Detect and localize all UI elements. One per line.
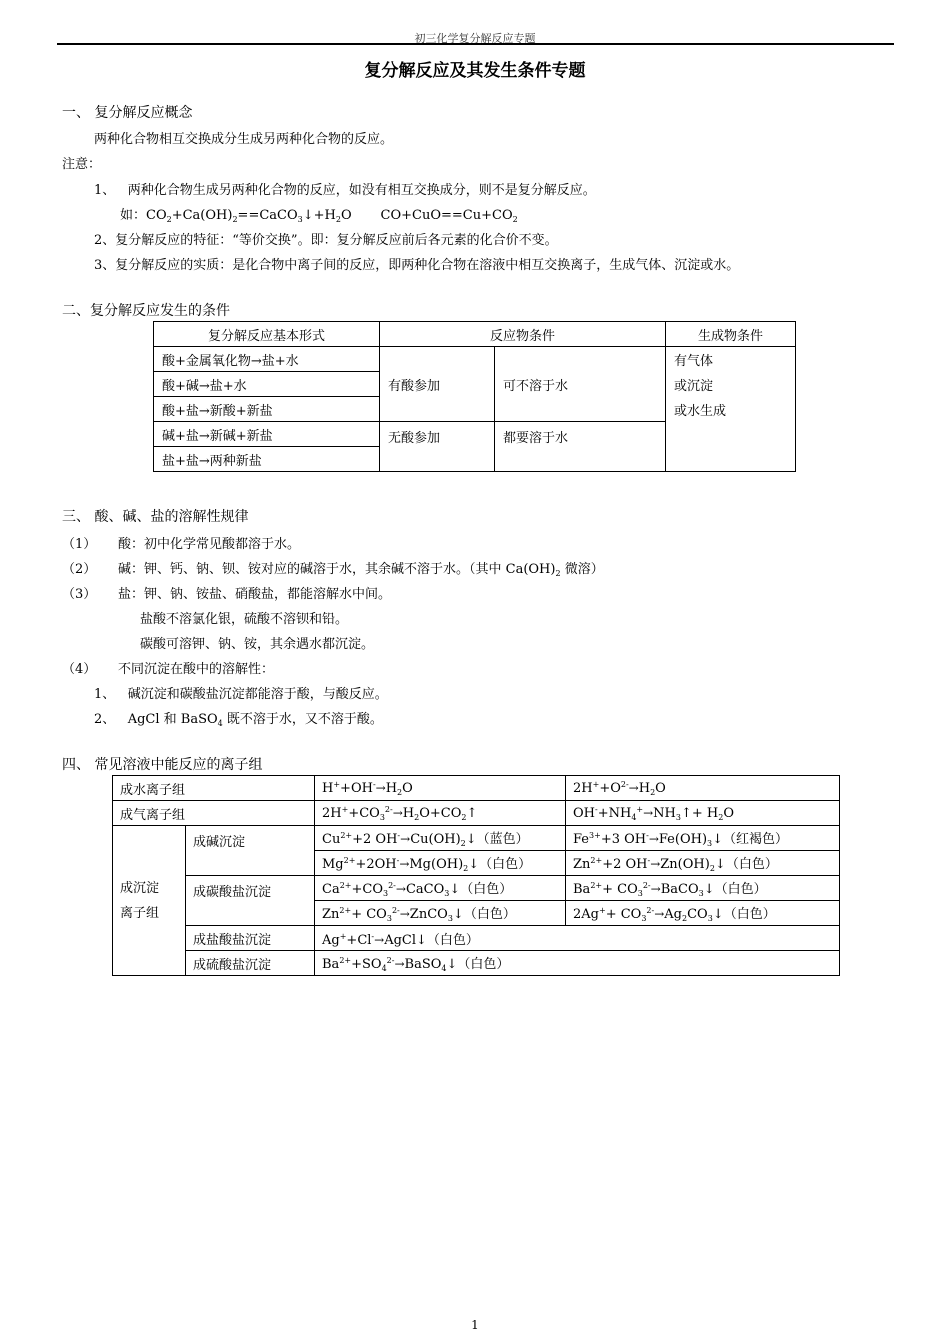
precipitate-group-line-2: 离子组 (120, 905, 160, 921)
color-white: （白色） (426, 932, 479, 948)
cu-hydroxide-eq: $Cu^{2+}+2$ $OH^-\to Cu(OH)_2↓$（蓝色） (315, 826, 566, 851)
section-3-heading: 三、 酸、碱、盐的溶解性规律 (62, 509, 249, 525)
form-salt-salt: 盐+盐→两种新盐 (154, 447, 380, 472)
form-acid-metal-oxide: 酸+金属氧化物→盐+水 (154, 347, 380, 372)
rule-4-2 (94, 708, 383, 728)
color-white: （白色） (463, 907, 516, 922)
note-1-number: 1、 (94, 183, 116, 198)
water-eq-1: $H^++OH^-\to H_2O$ (315, 776, 566, 801)
rule-4-1-text: 碱沉淀和碳酸盐沉淀都能溶于酸，与酸反应。 (127, 687, 388, 702)
color-white: （白色） (479, 857, 532, 872)
rule-3-line-3: 碳酸可溶钾、钠、铵，其余遇水都沉淀。 (140, 637, 375, 652)
definition-text: 两种化合物相互交换成分生成另两种化合物的反应。 (94, 132, 394, 147)
rule-4-1-number: 1、 (94, 687, 116, 702)
section-1-heading: 一、 复分解反应概念 (62, 105, 193, 121)
example-prefix: 如： (120, 208, 147, 223)
form-acid-base: 酸+碱→盐+水 (154, 372, 380, 397)
rule-3-line-2: 盐酸不溶氯化银，硫酸不溶钡和铅。 (140, 612, 349, 627)
header-product-condition: 生成物条件 (666, 322, 796, 347)
color-white: （白色） (460, 882, 513, 897)
ag-carbonate-eq: $2Ag^++ CO_3^{2-}\to Ag_2CO_3↓$（白色） (566, 901, 840, 926)
page-number: 1 (471, 1318, 479, 1332)
rule-3-text: 盐：钾、钠、铵盐、硝酸盐，都能溶解水中间。 (118, 587, 392, 602)
header-rule (57, 43, 894, 45)
conditions-table (153, 321, 796, 472)
sulfate-precipitate-label: 成硫酸盐沉淀 (186, 951, 315, 976)
ag-chloride-eq: Ag++Cl-→AgCl↓（白色） (315, 926, 840, 951)
header-reactant-condition: 反应物条件 (380, 322, 666, 347)
water-group-label: 成水离子组 (113, 776, 315, 801)
product-water: 或水生成 (674, 404, 727, 419)
base-precipitate-label: 成碱沉淀 (186, 826, 315, 876)
acid-present-cell: 有酸参加 (380, 347, 495, 422)
rule-1-text: 酸：初中化学常见酸都溶于水。 (118, 537, 301, 552)
ion-groups-table (112, 775, 840, 976)
color-white: （白色） (457, 957, 510, 972)
no-acid-cell: 无酸参加 (380, 422, 495, 472)
chloride-precipitate-label: 成盐酸盐沉淀 (186, 926, 315, 951)
color-white: （白色） (714, 882, 767, 897)
gas-group-label: 成气离子组 (113, 801, 315, 826)
note-3: 3、复分解反应的实质：是化合物中离子间的反应，即两种化合物在溶液中相互交换离子，生成气体、沉淀或水。 (94, 258, 740, 273)
mg-hydroxide-eq: $Mg^{2+}+2OH^-\to Mg(OH)_2↓$（白色） (315, 851, 566, 876)
gas-eq-1: $2H^++CO_3^{2-}\to H_2O+CO_2↑$ (315, 801, 566, 826)
color-white: （白色） (723, 907, 776, 922)
rule-3-number: （3） (62, 587, 97, 602)
soluble-required-cell: 都要溶于水 (495, 422, 666, 472)
precipitate-group-line-1: 成沉淀 (120, 880, 160, 896)
ca-carbonate-eq: $Ca^{2+}+CO_3^{2-}\to CaCO_3↓$（白色） (315, 876, 566, 901)
section-4-heading: 四、 常见溶液中能反应的离子组 (62, 757, 263, 773)
precipitate-group-label (113, 826, 186, 976)
rule-4-text: 不同沉淀在酸中的溶解性： (118, 662, 275, 677)
rule-4-1 (94, 683, 388, 702)
zn-carbonate-eq: $Zn^{2+}+$ $CO_3^{2-}\to ZnCO_3↓$（白色） (315, 901, 566, 926)
product-condition-cell (666, 347, 796, 472)
rule-2-tail: 微溶） (560, 562, 604, 577)
ba-carbonate-eq: $Ba^{2+}+$ $CO_3^{2-}\to BaCO_3↓$（白色） (566, 876, 840, 901)
fe-hydroxide-eq: $Fe^{3+}+3$ $OH^-\to Fe(OH)_3↓$（红褐色） (566, 826, 840, 851)
note-1-text: 两种化合物生成另两种化合物的反应，如没有相互交换成分，则不是复分解反应。 (127, 183, 596, 198)
note-1 (94, 179, 596, 198)
running-header: 初三化学复分解反应专题 (414, 32, 536, 45)
color-red-brown: （红褐色） (723, 832, 789, 847)
rule-2-subscript: 2 (555, 569, 561, 578)
form-acid-salt: 酸+盐→新酸+新盐 (154, 397, 380, 422)
product-precipitate: 或沉淀 (674, 379, 714, 394)
section-2-heading: 二、复分解反应发生的条件 (62, 303, 230, 319)
rule-4-2-a: AgCl 和 BaSO (127, 712, 218, 727)
carbonate-precipitate-label: 成碳酸盐沉淀 (186, 876, 315, 926)
rule-2-main: 碱：钾、钙、钠、钡、铵对应的碱溶于水，其余碱不溶于水。（其中 Ca(OH) (118, 562, 556, 577)
rule-1-number: （1） (62, 537, 97, 552)
page-title: 复分解反应及其发生条件专题 (364, 61, 586, 81)
color-blue: （蓝色） (476, 832, 529, 847)
rule-4-number: （4） (62, 662, 97, 677)
gas-eq-2: $OH^-+NH_4^+\to NH_3↑+ H_2O$ (566, 801, 840, 826)
ba-sulfate-eq: $Ba^{2+}+SO_4^{2-}\to BaSO_4↓$（白色） (315, 951, 840, 976)
color-white: （白色） (725, 857, 778, 872)
water-eq-2: $2H^++O^{2-}\to H_2O$ (566, 776, 840, 801)
rule-2-number: （2） (62, 562, 97, 577)
rule-4-2-number: 2、 (94, 712, 116, 727)
form-base-salt: 碱+盐→新碱+新盐 (154, 422, 380, 447)
zn-hydroxide-eq: $Zn^{2+}+2$ $OH^-\to Zn(OH)_2↓$（白色） (566, 851, 840, 876)
example-equations: 如：$CO_2+Ca(OH)_2==CaCO_3↓+H_2O$ $CO+CuO==Cu+CO_2$ (120, 208, 518, 224)
note-2: 2、复分解反应的特征：“等价交换”。即：复分解反应前后各元素的化合价不变。 (94, 233, 558, 248)
header-basic-form: 复分解反应基本形式 (154, 322, 380, 347)
rule-4-2-b: 既不溶于水，又不溶于酸。 (222, 712, 383, 727)
insoluble-allowed-cell: 可不溶于水 (495, 347, 666, 422)
note-label: 注意： (62, 157, 102, 172)
rule-4-2-subscript: 4 (217, 719, 223, 728)
rule-2-text (118, 558, 604, 578)
product-gas: 有气体 (674, 354, 714, 369)
